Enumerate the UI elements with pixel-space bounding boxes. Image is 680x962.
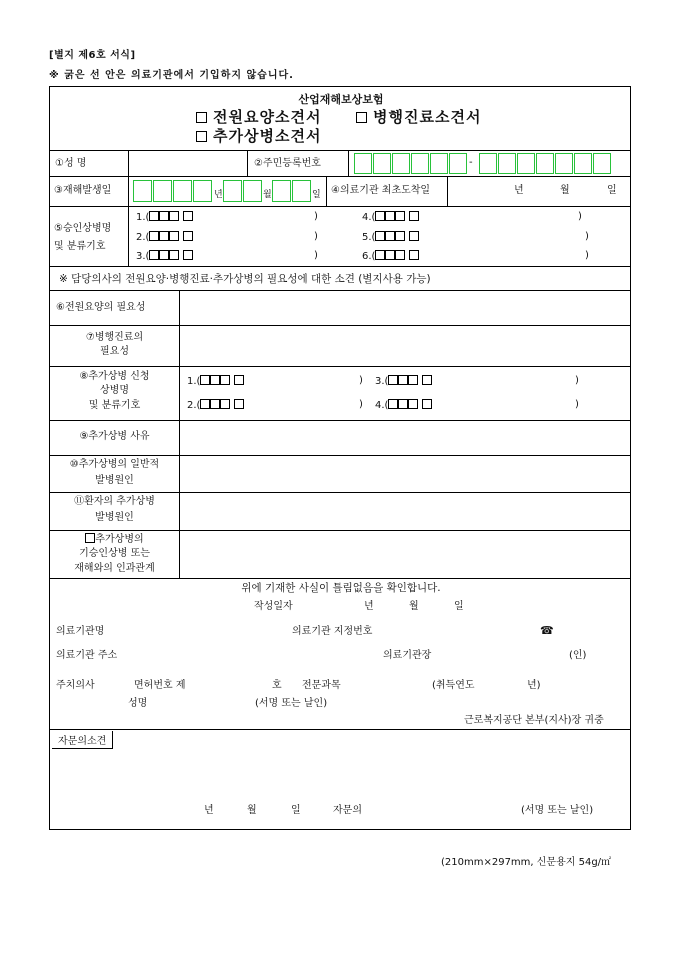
addl-label-3: 및 분류기호 (88, 400, 141, 411)
checkbox-icon (356, 112, 367, 123)
option-parallel[interactable]: 병행진료소견서 (356, 109, 481, 126)
month-digit-box[interactable] (243, 180, 262, 202)
acquired-year: 년) (527, 680, 541, 691)
rrn-digit-box[interactable] (449, 153, 467, 174)
doctor-sign: (서명 또는 날인) (255, 698, 328, 709)
advisor-label: 자문의 (333, 805, 362, 816)
diag-close: ) (585, 231, 589, 242)
first-arrival-month: 월 (560, 185, 570, 196)
causal-label-3: 재해와의 인과관계 (74, 563, 155, 574)
month-digit-box[interactable] (223, 180, 242, 202)
advisor-day: 일 (291, 805, 301, 816)
advisor-tab: 자문의소견 (52, 731, 113, 749)
checkbox-icon (196, 131, 207, 142)
rrn-digit-box[interactable] (517, 153, 535, 174)
diag-close: ) (314, 250, 318, 261)
addl-label-1: ⑧추가상병 신청 (79, 371, 150, 382)
hospital-address-label: 의료기관 주소 (56, 650, 118, 661)
rrn-digit-box[interactable] (593, 153, 611, 174)
reason-label: ⑨추가상병 사유 (79, 431, 150, 442)
patient-cause-label-1: ⑪환자의 추가상병 (74, 496, 155, 507)
diag-item-5[interactable]: 5.( (362, 231, 419, 244)
notice-text: ※ 굵은 선 안은 의료기관에서 기입하지 않습니다. (49, 70, 294, 81)
rrn-digit-box[interactable] (498, 153, 516, 174)
advisor-sign: (서명 또는 날인) (521, 805, 594, 816)
rrn-digit-box[interactable] (373, 153, 391, 174)
diag-item-2[interactable]: 2.( (136, 231, 193, 244)
write-date-month: 월 (409, 601, 419, 612)
accident-date-label: ③재해발생일 (54, 185, 112, 196)
write-date-year: 년 (364, 601, 374, 612)
first-arrival-day: 일 (607, 185, 617, 196)
rrn-separator: - (469, 157, 473, 168)
addl-close: ) (359, 399, 363, 410)
addl-close: ) (359, 375, 363, 386)
director-seal: (인) (569, 650, 587, 661)
year-digit-box[interactable] (133, 180, 152, 202)
diag-label-2: 및 분류기호 (54, 241, 106, 252)
general-cause-label-1: ⑩추가상병의 일반적 (69, 459, 160, 470)
year-unit: 년 (214, 190, 223, 200)
director-label: 의료기관장 (383, 650, 432, 661)
parallel-label-2: 필요성 (100, 346, 129, 357)
agency-title: 산업재해보상보험 (298, 93, 384, 106)
specialty-label: 전문과목 (302, 680, 341, 691)
diag-item-3[interactable]: 3.( (136, 250, 193, 263)
first-arrival-year: 년 (514, 185, 524, 196)
rrn-digit-box[interactable] (479, 153, 497, 174)
rrn-digit-box[interactable] (354, 153, 372, 174)
causal-label-1[interactable]: 추가상병의 (50, 533, 179, 546)
diag-item-6[interactable]: 6.( (362, 250, 419, 263)
addl-item-2[interactable]: 2.( (187, 399, 244, 412)
acquired-label: (취득연도 (432, 680, 475, 691)
checkbox-icon (85, 533, 95, 543)
rrn-digit-box[interactable] (430, 153, 448, 174)
diag-close: ) (585, 250, 589, 261)
option-transfer[interactable]: 전원요양소견서 (196, 109, 321, 126)
doctor-name-label: 성명 (128, 698, 148, 709)
day-digit-box[interactable] (292, 180, 311, 202)
rrn-label: ②주민등록번호 (254, 158, 321, 169)
opinion-notice: ※ 담당의사의 전원요양·병행진료·추가상병의 필요성에 대한 소견 (별지사용 가능) (59, 273, 431, 285)
diag-close: ) (314, 231, 318, 242)
diag-label-1: ⑤승인상병명 (54, 223, 112, 234)
paper-spec: (210mm×297mm, 신문용지 54g/㎡ (441, 857, 612, 868)
form-table (49, 86, 631, 830)
transfer-need-label: ⑥전원요양의 필요성 (56, 302, 146, 313)
day-digit-box[interactable] (272, 180, 291, 202)
advisor-year: 년 (204, 805, 214, 816)
first-arrival-label: ④의료기관 최초도착일 (331, 185, 431, 196)
name-label: ①성 명 (55, 158, 87, 169)
year-digit-box[interactable] (193, 180, 212, 202)
addl-label-2: 상병명 (100, 385, 129, 396)
designation-no-label: 의료기관 지정번호 (292, 626, 373, 637)
write-date-day: 일 (454, 601, 464, 612)
rrn-digit-box[interactable] (555, 153, 573, 174)
write-date-label: 작성일자 (254, 601, 293, 612)
phone-icon: ☎ (540, 624, 554, 637)
license-ho: 호 (272, 680, 282, 691)
rrn-digit-box[interactable] (574, 153, 592, 174)
checkbox-icon (196, 112, 207, 123)
addl-close: ) (575, 399, 579, 410)
name-field[interactable] (130, 152, 244, 174)
year-digit-box[interactable] (153, 180, 172, 202)
addl-item-4[interactable]: 4.( (375, 399, 432, 412)
patient-cause-label-2: 발병원인 (95, 512, 134, 523)
advisor-month: 월 (247, 805, 257, 816)
rrn-digit-box[interactable] (392, 153, 410, 174)
rrn-digit-box[interactable] (411, 153, 429, 174)
diag-item-4[interactable]: 4.( (362, 211, 419, 224)
general-cause-label-2: 발병원인 (95, 475, 134, 486)
addl-close: ) (575, 375, 579, 386)
diag-item-1[interactable]: 1.( (136, 211, 193, 224)
recipient: 근로복지공단 본부(지사)장 귀중 (464, 715, 604, 726)
addl-item-3[interactable]: 3.( (375, 375, 432, 388)
declaration-statement: 위에 기재한 사실이 틀림없음을 확인합니다. (241, 582, 441, 594)
causal-label-2: 기승인상병 또는 (79, 548, 150, 559)
year-digit-box[interactable] (173, 180, 192, 202)
parallel-label-1: ⑦병행진료의 (85, 332, 144, 343)
form-number: [별지 제6호 서식] (49, 50, 136, 61)
hospital-name-label: 의료기관명 (56, 626, 105, 637)
day-unit: 일 (312, 190, 321, 200)
doctor-label: 주치의사 (56, 680, 95, 691)
rrn-digit-box[interactable] (536, 153, 554, 174)
diag-close: ) (314, 211, 318, 222)
diag-close: ) (578, 211, 582, 222)
addl-item-1[interactable]: 1.( (187, 375, 244, 388)
month-unit: 월 (263, 190, 272, 200)
license-label: 면허번호 제 (134, 680, 186, 691)
option-additional[interactable]: 추가상병소견서 (196, 128, 321, 145)
